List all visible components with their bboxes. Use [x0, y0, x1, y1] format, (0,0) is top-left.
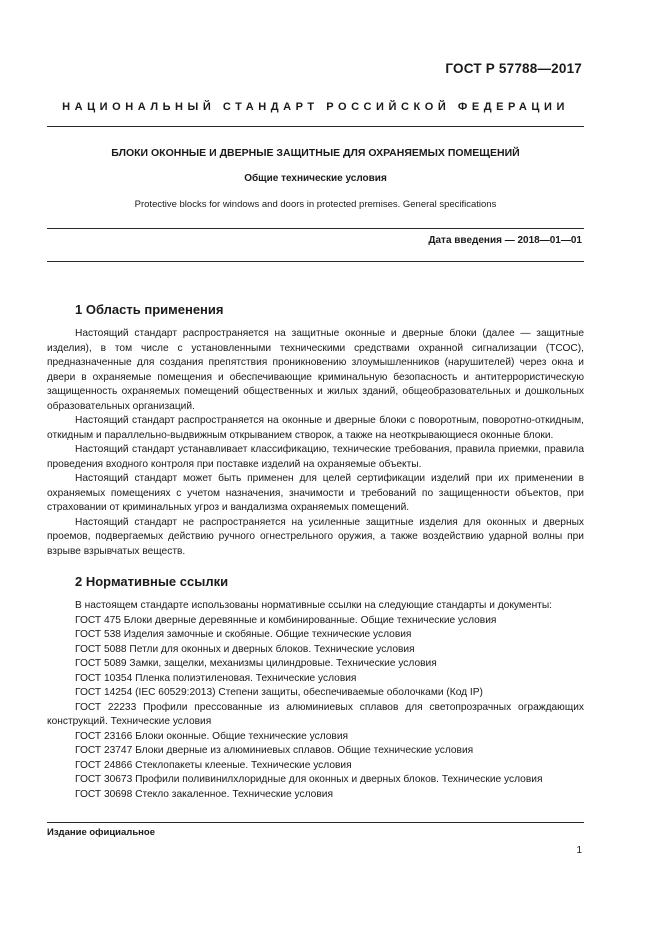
section-heading-scope: 1 Область применения [75, 302, 224, 317]
reference-item: ГОСТ 30673 Профили поливинилхлоридные для оконных и дверных блоков. Технические условия [75, 774, 543, 785]
paragraph: Настоящий стандарт устанавливает классификацию, технические требования, правила приемки, правила проведения входного контроля при поставке изделий на охраняемые объекты. [47, 444, 584, 470]
reference-item: ГОСТ 23166 Блоки оконные. Общие технические условия [75, 730, 349, 742]
reference-item: ГОСТ 23747 Блоки дверные из алюминиевых сплавов. Общие технические условия [75, 745, 474, 756]
document-body [47, 302, 584, 802]
divider-line [47, 126, 584, 127]
reference-item: ГОСТ 24866 Стеклопакеты клееные. Технические условия [75, 759, 352, 771]
paragraph: Настоящий стандарт распространяется на оконные и дверные блоки с поворотным, поворотно-откидным, откидным и параллельно-выдвижным открыванием створок, а также на неоткрывающиеся оконные блоки. [47, 415, 584, 441]
divider-line [47, 261, 584, 262]
english-title: Protective blocks for windows and doors in protected premises. General specifications [134, 199, 497, 210]
paragraph: Настоящий стандарт может быть применен для целей сертификации изделий при их применении в охраняемых помещениях с учетом назначения, значимости и требований по защищенности объектов, при страховании от криминальных угроз и вандализма охраняемых помещений. [47, 473, 584, 513]
paragraph: В настоящем стандарте использованы нормативные ссылки на следующие стандарты и документы: [75, 600, 553, 611]
section-heading-references: 2 Нормативные ссылки [75, 574, 229, 589]
reference-item: ГОСТ 538 Изделия замочные и скобяные. Общие технические условия [75, 629, 412, 640]
reference-item: ГОСТ 5088 Петли для оконных и дверных блоков. Технические условия [75, 643, 415, 655]
paragraph: Настоящий стандарт распространяется на защитные оконные и дверные блоки (далее — защитные изделия), в том числе с установленными техническими средствами охранной сигнализации (ТСОС), предназначенные для создания препятствия проникновению злоумышленников (нарушителей) через окна и двери в охраняемые помещения и обеспечивающие криминальную безопасность и антитеррористическую защищенность охраняемых помещений общественных и жилых зданий, общеобразовательных и дошкольных образовательных организаций. [47, 328, 584, 412]
introduction-date: Дата введения — 2018—01—01 [428, 235, 582, 246]
reference-item: ГОСТ 10354 Пленка полиэтиленовая. Технические условия [75, 672, 357, 684]
reference-item: ГОСТ 14254 (IEC 60529:2013) Степени защиты, обеспечиваемые оболочками (Код IP) [75, 687, 483, 698]
reference-item: ГОСТ 475 Блоки дверные деревянные и комбинированные. Общие технические условия [75, 614, 497, 626]
document-subtitle: Общие технические условия [244, 173, 387, 184]
document-title: БЛОКИ ОКОННЫЕ И ДВЕРНЫЕ ЗАЩИТНЫЕ ДЛЯ ОХРАНЯЕМЫХ ПОМЕЩЕНИЙ [111, 147, 520, 159]
footer-divider [47, 822, 584, 823]
national-standard-banner: НАЦИОНАЛЬНЫЙ СТАНДАРТ РОССИЙСКОЙ ФЕДЕРАЦИИ [62, 101, 569, 113]
divider-line [47, 228, 584, 229]
official-edition-label: Издание официальное [47, 827, 155, 838]
reference-item: ГОСТ 5089 Замки, защелки, механизмы цилиндровые. Технические условия [75, 658, 437, 669]
standard-code: ГОСТ Р 57788—2017 [445, 61, 582, 76]
reference-item: ГОСТ 30698 Стекло закаленное. Технические условия [75, 788, 333, 800]
paragraph: Настоящий стандарт не распространяется на усиленные защитные изделия для оконных и дверных проемов, подвергаемых действию ручного огнестрельного оружия, а также воздействию ударной волны при взрыве взрывчатых веществ. [47, 516, 584, 557]
page-number: 1 [576, 845, 582, 856]
reference-item: ГОСТ 22233 Профили прессованные из алюминиевых сплавов для светопрозрачных ограждающих конструкций. Технические условия [47, 701, 584, 727]
